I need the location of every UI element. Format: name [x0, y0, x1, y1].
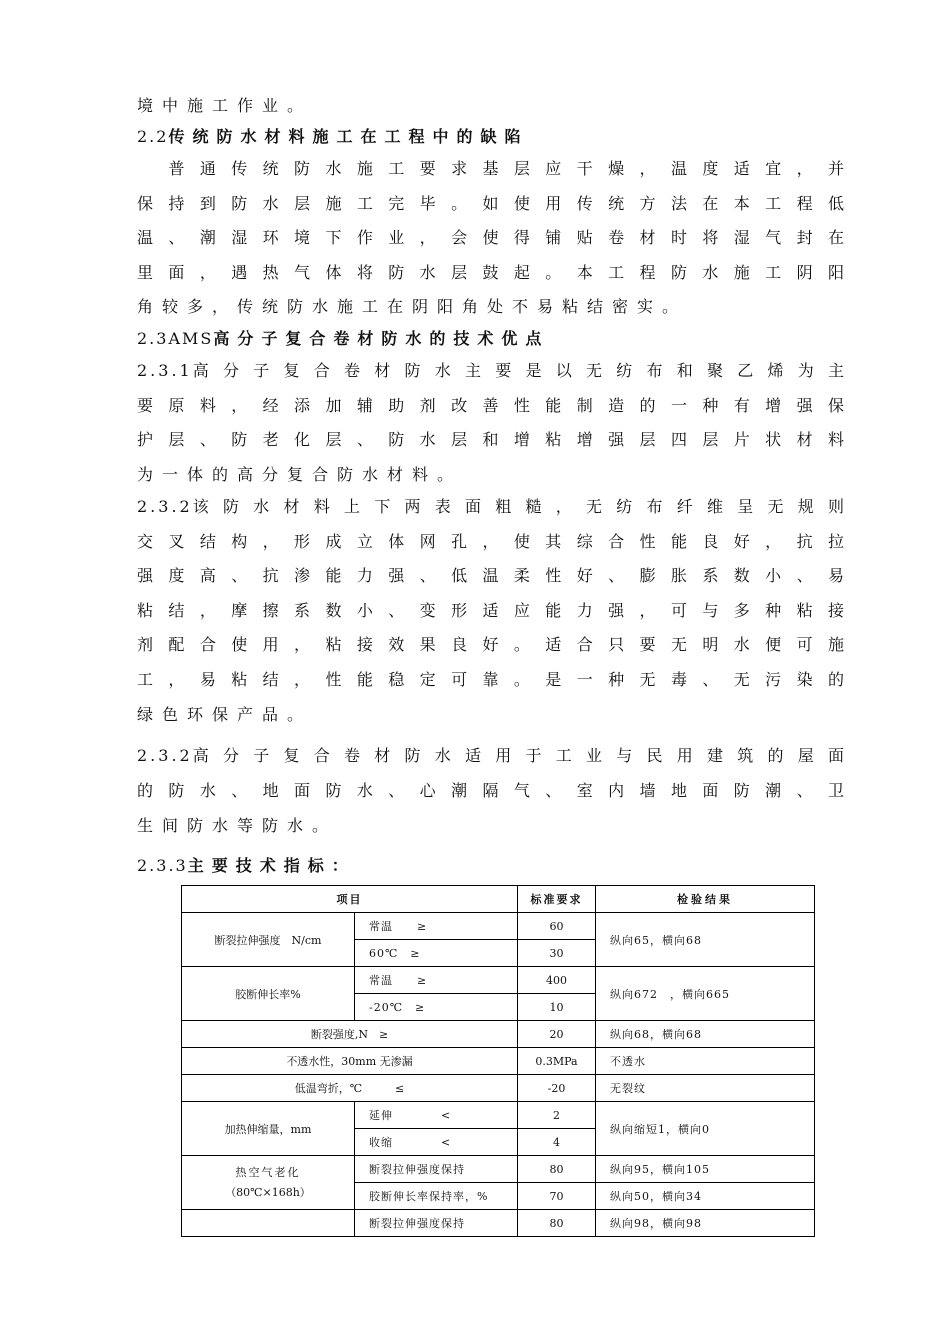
row-standard: 10: [518, 994, 596, 1021]
text-line: [137, 361, 844, 381]
row-result: 纵向50，横向34: [596, 1183, 815, 1210]
row-item: 不透水性，30mm 无渗漏: [182, 1048, 518, 1075]
section-number: 2.3.2: [137, 497, 193, 516]
text-line: 角较多，传统防水施工在阴阳角处不易粘结密实。: [137, 297, 688, 316]
row-subitem: 延伸 <: [355, 1102, 518, 1129]
section-number: 2.3.2: [137, 746, 193, 765]
text-line: 交叉结构，形成立体网孔，使其综合性能良好，抗拉: [137, 532, 844, 551]
column-header-item: 项目: [182, 886, 518, 913]
text-line: 里面，遇热气体将防水层鼓起。本工程防水施工阴阳: [137, 263, 844, 282]
text-line: 工，易粘结，性能稳定可靠。是一种无毒、无污染的: [137, 670, 844, 689]
row-result: 纵向68，横向68: [596, 1021, 815, 1048]
section-number: 2.3.3: [137, 856, 188, 875]
text-content: 高分子复合卷材防水主要是以无纺布和聚乙烯为主: [192, 361, 844, 380]
text-line: 绿色环保产品。: [137, 705, 313, 724]
row-standard: 20: [518, 1021, 596, 1048]
row-standard: -20: [518, 1075, 596, 1102]
text-line: 强度高、抗渗能力强、低温柔性好、膨胀系数小、易: [137, 566, 844, 585]
text-line: 境中施工作业。: [137, 96, 313, 115]
table-row: [182, 1048, 815, 1075]
section-title: 传统防水材料施工在工程中的缺陷: [168, 127, 529, 146]
column-header-standard: 标准要求: [518, 886, 596, 913]
section-heading-2-2: [137, 127, 844, 147]
row-subitem: 常温 ≥: [355, 967, 518, 994]
section-title: 高分子复合卷材防水的技术优点: [213, 329, 550, 348]
text-line: 护层、防老化层、防水层和增粘增强层四层片状材料: [137, 430, 844, 449]
row-subitem: 收缩 <: [355, 1129, 518, 1156]
row-item: 加热伸缩量，mm: [182, 1102, 355, 1156]
row-standard: 30: [518, 940, 596, 967]
section-title: 主要技术指标：: [187, 856, 356, 875]
section-heading-2-3: [137, 329, 844, 349]
table-row: [182, 1156, 815, 1183]
text-line: 普通传统防水施工要求基层应干燥，温度适宜，并: [137, 159, 844, 178]
row-standard: 60: [518, 913, 596, 940]
table-row: [182, 1210, 815, 1237]
text-line: 温、潮湿环境下作业，会使得铺贴卷材时将湿气封在: [137, 228, 844, 247]
section-heading-2-3-3: [137, 856, 844, 876]
row-item: 断裂强度,N ≥: [182, 1021, 518, 1048]
row-item-line: （80℃×168h）: [225, 1185, 311, 1199]
row-item: [182, 1210, 355, 1237]
row-subitem: 断裂拉伸强度保持: [355, 1210, 518, 1237]
row-standard: 4: [518, 1129, 596, 1156]
row-subitem: -20℃ ≥: [355, 994, 518, 1021]
row-item: [182, 1156, 355, 1210]
row-standard: 2: [518, 1102, 596, 1129]
text-line: 要原料，经添加辅助剂改善性能制造的一种有增强保: [137, 396, 844, 415]
column-header-result: 检验结果: [596, 886, 815, 913]
row-result: 纵向98，横向98: [596, 1210, 815, 1237]
text-line: 为一体的高分复合防水材料。: [137, 465, 463, 484]
section-number: 2.3.1: [137, 361, 193, 380]
table-row: [182, 967, 815, 994]
row-item: 断裂拉伸强度 N/cm: [182, 913, 355, 967]
row-result: 无裂纹: [596, 1075, 815, 1102]
row-result: 纵向95，横向105: [596, 1156, 815, 1183]
text-line: 生间防水等防水。: [137, 816, 338, 835]
row-result: 纵向672 ，横向665: [596, 967, 815, 1021]
text-line: 保持到防水层施工完毕。如使用传统方法在本工程低: [137, 194, 844, 213]
row-item-line: 热空气老化: [235, 1165, 301, 1179]
tech-spec-table: [181, 885, 815, 1237]
row-item: 低温弯折，℃ ≤: [182, 1075, 518, 1102]
row-standard: 400: [518, 967, 596, 994]
row-item: 胶断伸长率%: [182, 967, 355, 1021]
text-line: [137, 497, 844, 517]
text-line: 剂配合使用，粘接效果良好。适合只要无明水便可施: [137, 635, 844, 654]
row-standard: 80: [518, 1210, 596, 1237]
section-number: 2.2: [137, 127, 169, 146]
text-content: 该防水材料上下两表面粗糙，无纺布纤维呈无规则: [192, 497, 844, 516]
row-standard: 0.3MPa: [518, 1048, 596, 1075]
row-standard: 70: [518, 1183, 596, 1210]
table-row: [182, 913, 815, 940]
table-row: [182, 1021, 815, 1048]
row-subitem: 断裂拉伸强度保持: [355, 1156, 518, 1183]
section-number: 2.3AMS: [137, 329, 214, 348]
text-line: [137, 746, 844, 766]
row-standard: 80: [518, 1156, 596, 1183]
row-result: 纵向65，横向68: [596, 913, 815, 967]
table-row: [182, 1075, 815, 1102]
text-content: 高分子复合卷材防水适用于工业与民用建筑的屋面: [192, 746, 844, 765]
row-result: 不透水: [596, 1048, 815, 1075]
row-result: 纵向缩短1，横向0: [596, 1102, 815, 1156]
row-subitem: 60℃ ≥: [355, 940, 518, 967]
table-row: [182, 1102, 815, 1129]
table-header-row: [182, 886, 815, 913]
row-subitem: 常温 ≥: [355, 913, 518, 940]
text-line: 粘结，摩擦系数小、变形适应能力强，可与多种粘接: [137, 601, 844, 620]
text-line: 的防水、地面防水、心潮隔气、室内墙地面防潮、卫: [137, 781, 844, 800]
row-subitem: 胶断伸长率保持率，%: [355, 1183, 518, 1210]
